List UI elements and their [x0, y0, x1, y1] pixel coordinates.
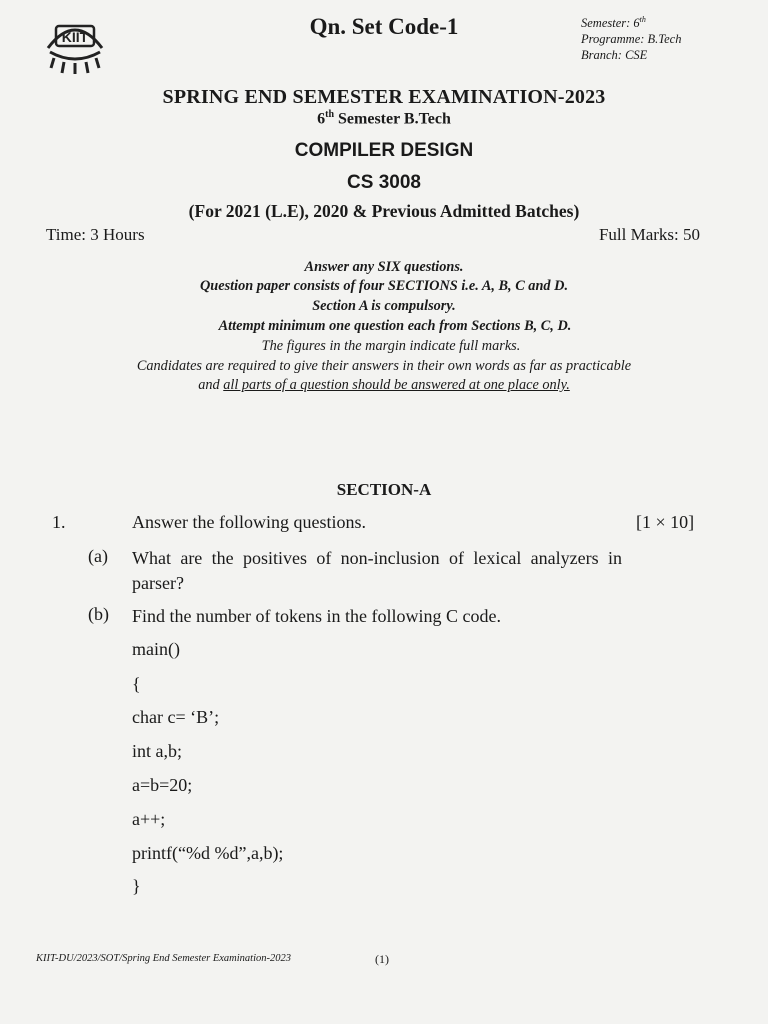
instruction-line: Section A is compulsory. — [312, 298, 456, 314]
semester-meta: Semester: 6th — [581, 15, 646, 31]
course-title: COMPILER DESIGN — [294, 140, 474, 161]
subquestion-label: (a) — [88, 546, 108, 566]
subquestion-label: (b) — [88, 604, 109, 624]
instruction-line: Attempt minimum one question each from Sections B, C, D. — [218, 318, 572, 334]
instruction-line: The figures in the margin indicate full marks. — [261, 338, 521, 354]
instruction-line: Candidates are required to give their answers in their own words as far as practicable — [136, 358, 632, 374]
instruction-line: Answer any SIX questions. — [304, 259, 464, 275]
code-line: char c= ‘B’; — [132, 707, 220, 727]
question-number: 1. — [52, 512, 66, 532]
subquestion-text: What are the positives of non-inclusion of lexical analyzers in parser? — [132, 548, 622, 593]
course-code: CS 3008 — [347, 172, 421, 193]
exam-title: SPRING END SEMESTER EXAMINATION-2023 — [162, 86, 606, 108]
code-line: { — [132, 674, 141, 694]
subquestion-text: Find the number of tokens in the following C code. — [132, 606, 501, 626]
page-number: (1) — [375, 952, 389, 966]
instruction-line: Question paper consists of four SECTIONS i.e. A, B, C and D. — [199, 278, 569, 294]
question-marks: [1 × 10] — [636, 512, 695, 532]
full-marks: Full Marks: 50 — [598, 225, 700, 244]
time-allowed: Time: 3 Hours — [46, 225, 145, 244]
code-line: main() — [132, 639, 180, 659]
code-line: int a,b; — [132, 741, 182, 761]
branch-meta: Branch: CSE — [581, 48, 648, 63]
batches-note: (For 2021 (L.E), 2020 & Previous Admitted Batches) — [188, 201, 580, 221]
semester-title: 6th Semester B.Tech — [317, 109, 451, 128]
code-line: a=b=20; — [132, 775, 193, 795]
instruction-line: and all parts of a question should be answered at one place only. — [198, 377, 570, 393]
logo-text: KIIT — [61, 29, 89, 45]
question-text: Answer the following questions. — [132, 512, 366, 532]
exam-meta — [581, 12, 681, 63]
code-line: } — [132, 876, 141, 896]
question-set-code: Qn. Set Code-1 — [309, 14, 459, 39]
code-line: printf(“%d %d”,a,b); — [132, 843, 284, 863]
code-line: a++; — [132, 809, 166, 829]
programme-meta: Programme: B.Tech — [581, 32, 682, 47]
section-heading: SECTION-A — [336, 480, 432, 499]
page-footer: KIIT-DU/2023/SOT/Spring End Semester Examination-2023 — [36, 953, 291, 964]
